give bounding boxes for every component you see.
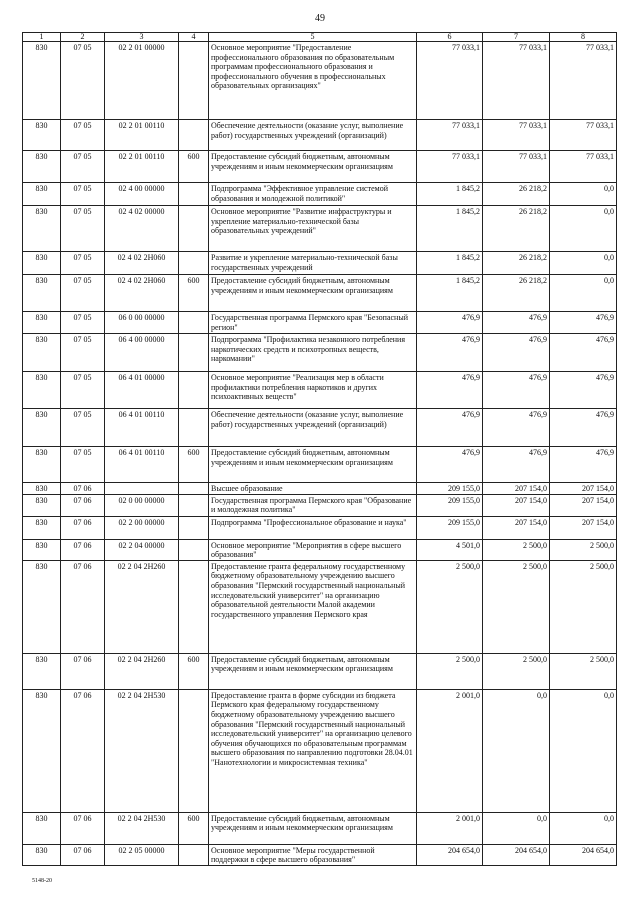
cell-col-2: 07 05 — [61, 252, 105, 275]
cell-col-8: 0,0 — [550, 689, 617, 812]
cell-col-6: 476,9 — [417, 409, 483, 447]
cell-col-8: 0,0 — [550, 275, 617, 312]
table-row — [23, 689, 617, 812]
cell-col-3: 02 2 04 2Н530 — [105, 812, 179, 844]
cell-col-6: 1 845,2 — [417, 206, 483, 252]
cell-col-3: 02 2 05 00000 — [105, 844, 179, 865]
column-header: 2 — [61, 33, 105, 42]
cell-col-4 — [179, 689, 209, 812]
cell-col-7: 476,9 — [483, 334, 550, 372]
cell-col-8: 476,9 — [550, 372, 617, 409]
cell-col-1: 830 — [23, 560, 61, 653]
cell-col-2: 07 05 — [61, 151, 105, 183]
cell-col-4 — [179, 252, 209, 275]
cell-col-7: 2 500,0 — [483, 560, 550, 653]
cell-col-6: 1 845,2 — [417, 252, 483, 275]
cell-col-7: 0,0 — [483, 689, 550, 812]
cell-col-6: 1 845,2 — [417, 275, 483, 312]
cell-col-3: 02 0 00 00000 — [105, 494, 179, 516]
cell-col-6: 476,9 — [417, 372, 483, 409]
table-row — [23, 312, 617, 334]
cell-col-8: 0,0 — [550, 183, 617, 206]
cell-col-2: 07 05 — [61, 275, 105, 312]
cell-col-6: 4 501,0 — [417, 539, 483, 560]
cell-col-8: 476,9 — [550, 312, 617, 334]
column-header: 5 — [209, 33, 417, 42]
cell-col-3: 02 4 02 00000 — [105, 206, 179, 252]
cell-col-4 — [179, 183, 209, 206]
cell-col-7: 77 033,1 — [483, 120, 550, 151]
cell-col-3: 02 2 04 2Н260 — [105, 653, 179, 689]
cell-col-5: Предоставление субсидий бюджетным, автономным учреждениям и иным некоммерческим организациям — [209, 151, 417, 183]
cell-col-5: Предоставление субсидий бюджетным, автономным учреждениям и иным некоммерческим организациям — [209, 653, 417, 689]
cell-col-7: 476,9 — [483, 409, 550, 447]
table-row — [23, 275, 617, 312]
table-row — [23, 252, 617, 275]
table-body — [23, 42, 617, 866]
cell-col-6: 209 155,0 — [417, 516, 483, 539]
table-row — [23, 560, 617, 653]
table-row — [23, 372, 617, 409]
cell-col-3: 02 2 01 00110 — [105, 151, 179, 183]
table-row — [23, 206, 617, 252]
cell-col-1: 830 — [23, 252, 61, 275]
cell-col-3: 02 4 02 2Н060 — [105, 252, 179, 275]
cell-col-6: 476,9 — [417, 312, 483, 334]
column-header: 6 — [417, 33, 483, 42]
cell-col-1: 830 — [23, 275, 61, 312]
cell-col-3: 02 2 04 00000 — [105, 539, 179, 560]
cell-col-7: 476,9 — [483, 312, 550, 334]
cell-col-3 — [105, 483, 179, 495]
cell-col-5: Обеспечение деятельности (оказание услуг, выполнение работ) государственных учреждений (организаций) — [209, 409, 417, 447]
cell-col-2: 07 06 — [61, 844, 105, 865]
cell-col-7: 207 154,0 — [483, 494, 550, 516]
table-row — [23, 653, 617, 689]
budget-table — [22, 32, 617, 866]
cell-col-5: Основное мероприятие "Развитие инфраструктуры и укрепление материально-технической базы образовательных учреждений" — [209, 206, 417, 252]
cell-col-2: 07 05 — [61, 409, 105, 447]
cell-col-4: 600 — [179, 151, 209, 183]
cell-col-2: 07 06 — [61, 812, 105, 844]
column-header: 3 — [105, 33, 179, 42]
cell-col-2: 07 06 — [61, 483, 105, 495]
cell-col-5: Государственная программа Пермского края "Образование и молодежная политика" — [209, 494, 417, 516]
cell-col-1: 830 — [23, 653, 61, 689]
cell-col-1: 830 — [23, 372, 61, 409]
cell-col-1: 830 — [23, 689, 61, 812]
footer-code: 5148-20 — [32, 878, 52, 884]
cell-col-7: 26 218,2 — [483, 275, 550, 312]
table-row — [23, 120, 617, 151]
cell-col-3: 02 2 01 00000 — [105, 42, 179, 120]
cell-col-4: 600 — [179, 653, 209, 689]
cell-col-8: 204 654,0 — [550, 844, 617, 865]
cell-col-4 — [179, 539, 209, 560]
cell-col-8: 476,9 — [550, 334, 617, 372]
cell-col-1: 830 — [23, 334, 61, 372]
cell-col-1: 830 — [23, 183, 61, 206]
cell-col-5: Предоставление субсидий бюджетным, автономным учреждениям и иным некоммерческим организациям — [209, 812, 417, 844]
cell-col-8: 77 033,1 — [550, 120, 617, 151]
cell-col-7: 476,9 — [483, 372, 550, 409]
cell-col-3: 06 4 01 00110 — [105, 447, 179, 483]
cell-col-5: Подпрограмма "Профилактика незаконного потребления наркотических средств и психотропных веществ, наркомании" — [209, 334, 417, 372]
cell-col-3: 02 2 04 2Н260 — [105, 560, 179, 653]
cell-col-6: 476,9 — [417, 447, 483, 483]
table-row — [23, 334, 617, 372]
cell-col-8: 207 154,0 — [550, 516, 617, 539]
cell-col-3: 02 2 04 2Н530 — [105, 689, 179, 812]
cell-col-4 — [179, 494, 209, 516]
cell-col-5: Высшее образование — [209, 483, 417, 495]
cell-col-7: 77 033,1 — [483, 151, 550, 183]
cell-col-6: 476,9 — [417, 334, 483, 372]
cell-col-7: 204 654,0 — [483, 844, 550, 865]
cell-col-6: 209 155,0 — [417, 483, 483, 495]
cell-col-4: 600 — [179, 812, 209, 844]
table-row — [23, 516, 617, 539]
cell-col-8: 2 500,0 — [550, 560, 617, 653]
cell-col-7: 207 154,0 — [483, 483, 550, 495]
cell-col-1: 830 — [23, 844, 61, 865]
table-row — [23, 844, 617, 865]
cell-col-7: 26 218,2 — [483, 206, 550, 252]
cell-col-8: 476,9 — [550, 409, 617, 447]
cell-col-1: 830 — [23, 483, 61, 495]
cell-col-2: 07 05 — [61, 312, 105, 334]
cell-col-5: Развитие и укрепление материально-технической базы государственных учреждений — [209, 252, 417, 275]
cell-col-8: 476,9 — [550, 447, 617, 483]
cell-col-1: 830 — [23, 312, 61, 334]
cell-col-3: 02 2 00 00000 — [105, 516, 179, 539]
cell-col-7: 26 218,2 — [483, 252, 550, 275]
cell-col-2: 07 05 — [61, 120, 105, 151]
table-row — [23, 42, 617, 120]
cell-col-4 — [179, 206, 209, 252]
cell-col-4 — [179, 42, 209, 120]
table-row — [23, 183, 617, 206]
cell-col-3: 02 4 02 2Н060 — [105, 275, 179, 312]
cell-col-7: 207 154,0 — [483, 516, 550, 539]
cell-col-5: Основное мероприятие "Мероприятия в сфере высшего образования" — [209, 539, 417, 560]
table-row — [23, 447, 617, 483]
column-header: 8 — [550, 33, 617, 42]
cell-col-8: 207 154,0 — [550, 483, 617, 495]
cell-col-1: 830 — [23, 151, 61, 183]
cell-col-4 — [179, 312, 209, 334]
cell-col-6: 2 001,0 — [417, 689, 483, 812]
cell-col-5: Обеспечение деятельности (оказание услуг, выполнение работ) государственных учреждений (организаций) — [209, 120, 417, 151]
table-row — [23, 483, 617, 495]
cell-col-5: Предоставление гранта федеральному государственному бюджетному образовательному учреждению высшего образования "Пермский государственный национальный исследовательский университет" на организацию образовательной деятельности Малой академии государственного управления Пермского края — [209, 560, 417, 653]
cell-col-7: 0,0 — [483, 812, 550, 844]
cell-col-8: 77 033,1 — [550, 42, 617, 120]
cell-col-3: 06 4 01 00000 — [105, 372, 179, 409]
table-row — [23, 494, 617, 516]
cell-col-6: 2 001,0 — [417, 812, 483, 844]
cell-col-1: 830 — [23, 42, 61, 120]
cell-col-6: 2 500,0 — [417, 653, 483, 689]
column-header: 4 — [179, 33, 209, 42]
column-header: 7 — [483, 33, 550, 42]
cell-col-2: 07 05 — [61, 42, 105, 120]
cell-col-4 — [179, 372, 209, 409]
cell-col-2: 07 06 — [61, 494, 105, 516]
cell-col-8: 2 500,0 — [550, 653, 617, 689]
cell-col-2: 07 06 — [61, 689, 105, 812]
column-header: 1 — [23, 33, 61, 42]
cell-col-5: Основное мероприятие "Реализация мер в области профилактики потребления наркотиков и других психоактивных веществ" — [209, 372, 417, 409]
cell-col-5: Подпрограмма "Профессиональное образование и наука" — [209, 516, 417, 539]
cell-col-1: 830 — [23, 120, 61, 151]
cell-col-4 — [179, 120, 209, 151]
cell-col-4 — [179, 409, 209, 447]
cell-col-3: 02 2 01 00110 — [105, 120, 179, 151]
cell-col-1: 830 — [23, 409, 61, 447]
table-row — [23, 151, 617, 183]
cell-col-4: 600 — [179, 275, 209, 312]
cell-col-6: 77 033,1 — [417, 120, 483, 151]
cell-col-5: Основное мероприятие "Предоставление профессионального образования по образовательным программам профессионального образования и профессионального обучения в профессиональных образовательных организациях" — [209, 42, 417, 120]
cell-col-2: 07 05 — [61, 206, 105, 252]
cell-col-2: 07 06 — [61, 653, 105, 689]
cell-col-7: 77 033,1 — [483, 42, 550, 120]
cell-col-6: 204 654,0 — [417, 844, 483, 865]
cell-col-5: Предоставление субсидий бюджетным, автономным учреждениям и иным некоммерческим организациям — [209, 275, 417, 312]
cell-col-1: 830 — [23, 516, 61, 539]
cell-col-2: 07 05 — [61, 334, 105, 372]
cell-col-6: 209 155,0 — [417, 494, 483, 516]
cell-col-8: 207 154,0 — [550, 494, 617, 516]
cell-col-2: 07 06 — [61, 539, 105, 560]
cell-col-7: 2 500,0 — [483, 539, 550, 560]
page-number: 49 — [315, 13, 325, 24]
cell-col-7: 476,9 — [483, 447, 550, 483]
cell-col-5: Предоставление гранта в форме субсидии из бюджета Пермского края федеральному государственному бюджетному образовательному учреждению высшего образования "Пермский государственный национальный исследовательский университет" на организацию целевого обучения обучающихся по образовательным программам высшего образования по направлению подготовки 28.04.01 "Нанотехнологии и микросистемная техника" — [209, 689, 417, 812]
cell-col-5: Предоставление субсидий бюджетным, автономным учреждениям и иным некоммерческим организациям — [209, 447, 417, 483]
cell-col-6: 2 500,0 — [417, 560, 483, 653]
cell-col-5: Подпрограмма "Эффективное управление системой образования и молодежной политикой" — [209, 183, 417, 206]
cell-col-2: 07 05 — [61, 372, 105, 409]
cell-col-8: 0,0 — [550, 252, 617, 275]
cell-col-4 — [179, 560, 209, 653]
cell-col-7: 2 500,0 — [483, 653, 550, 689]
cell-col-3: 02 4 00 00000 — [105, 183, 179, 206]
cell-col-4: 600 — [179, 447, 209, 483]
cell-col-6: 77 033,1 — [417, 42, 483, 120]
cell-col-3: 06 4 01 00110 — [105, 409, 179, 447]
cell-col-8: 77 033,1 — [550, 151, 617, 183]
cell-col-5: Государственная программа Пермского края "Безопасный регион" — [209, 312, 417, 334]
cell-col-7: 26 218,2 — [483, 183, 550, 206]
cell-col-2: 07 06 — [61, 560, 105, 653]
cell-col-1: 830 — [23, 206, 61, 252]
cell-col-2: 07 05 — [61, 447, 105, 483]
cell-col-4 — [179, 483, 209, 495]
cell-col-1: 830 — [23, 447, 61, 483]
cell-col-4 — [179, 516, 209, 539]
cell-col-3: 06 0 00 00000 — [105, 312, 179, 334]
cell-col-5: Основное мероприятие "Меры государственной поддержки в сфере высшего образования" — [209, 844, 417, 865]
cell-col-8: 0,0 — [550, 812, 617, 844]
cell-col-3: 06 4 00 00000 — [105, 334, 179, 372]
cell-col-8: 2 500,0 — [550, 539, 617, 560]
table-row — [23, 409, 617, 447]
cell-col-1: 830 — [23, 812, 61, 844]
table-row — [23, 812, 617, 844]
cell-col-6: 77 033,1 — [417, 151, 483, 183]
cell-col-4 — [179, 334, 209, 372]
cell-col-1: 830 — [23, 494, 61, 516]
cell-col-2: 07 05 — [61, 183, 105, 206]
table-row — [23, 539, 617, 560]
cell-col-4 — [179, 844, 209, 865]
cell-col-1: 830 — [23, 539, 61, 560]
cell-col-8: 0,0 — [550, 206, 617, 252]
cell-col-6: 1 845,2 — [417, 183, 483, 206]
cell-col-2: 07 06 — [61, 516, 105, 539]
column-header-row — [23, 33, 617, 42]
